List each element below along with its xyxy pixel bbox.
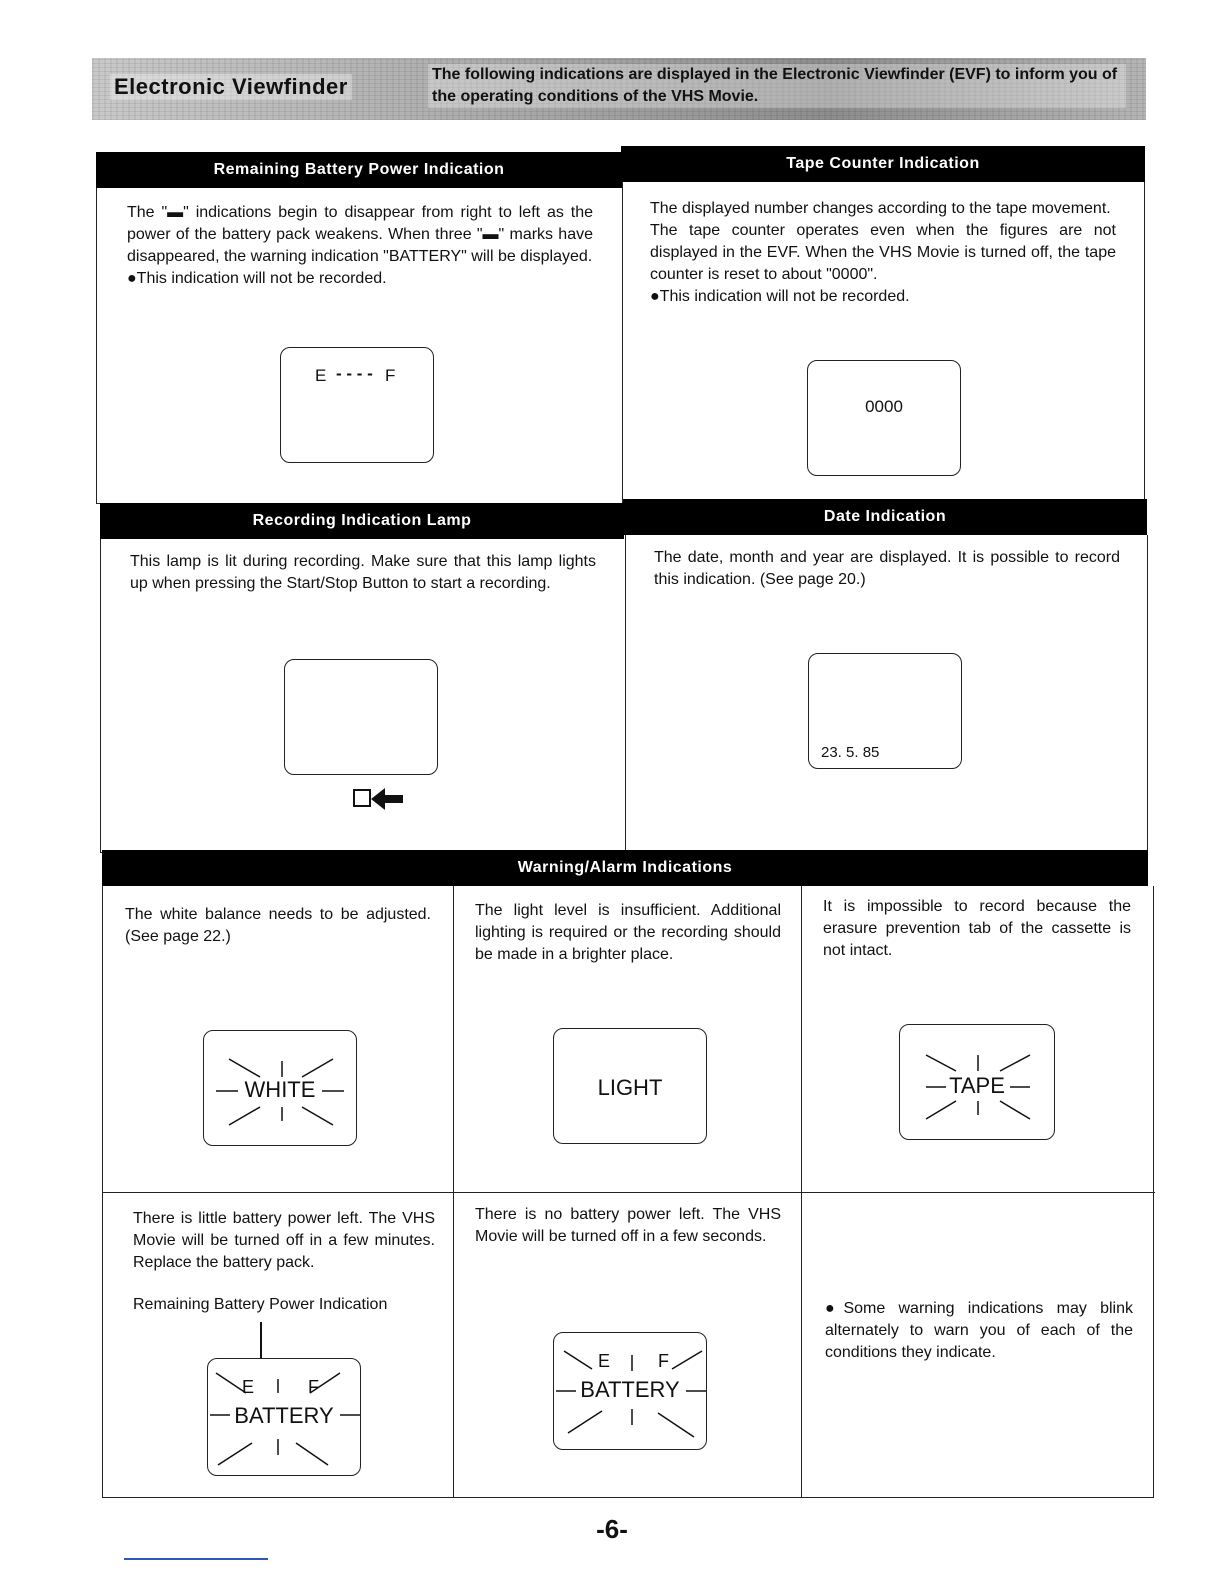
low-battery-e: E: [242, 1377, 255, 1397]
header-description: The following indications are displayed in the Electronic Viewfinder (EVF) to inform you of the operating conditions of the VHS Movie.: [428, 64, 1126, 108]
tape-counter-screen: [807, 360, 961, 476]
recording-lamp-screen: [284, 659, 438, 775]
no-battery-f: F: [658, 1351, 669, 1371]
tape-counter-text-2: The tape counter operates even when the figures are not displayed in the EVF. When the VHS Movie is turned off, the tape counter is reset to about "0000".: [650, 222, 1116, 283]
recording-lamp-text: This lamp is lit during recording. Make sure that this lamp lights up when pressing the Start/Stop Button to start a recording.: [130, 553, 596, 592]
tape-screen: [899, 1024, 1055, 1140]
battery-power-note: ●This indication will not be recorded.: [127, 270, 387, 287]
date-screen: [808, 653, 962, 769]
no-battery-text: There is no battery power left. The VHS Movie will be turned off in a few seconds.: [475, 1206, 781, 1245]
tape-counter-heading: Tape Counter Indication: [621, 146, 1145, 182]
footer-rule: [124, 1558, 268, 1560]
battery-gauge-screen: [280, 347, 434, 463]
date-indication-heading: Date Indication: [623, 499, 1147, 535]
light-screen: [553, 1028, 707, 1144]
white-warning-text: WHITE: [244, 1077, 316, 1102]
tape-warning-text: TAPE: [949, 1073, 1005, 1098]
tape-warning-body: It is impossible to record because the erasure prevention tab of the cassette is not intact.: [823, 898, 1131, 959]
light-warning-text: LIGHT: [597, 1075, 663, 1100]
page-number: -6-: [596, 1514, 628, 1544]
date-value: 23. 5. 85: [821, 744, 880, 761]
low-battery-text: There is little battery power left. The VHS Movie will be turned off in a few minutes. Replace the battery pack.: [133, 1210, 435, 1271]
blink-note: ●Some warning indications may blink alternately to warn you of each of the conditions they indicate.: [825, 1300, 1133, 1361]
low-battery-f: F: [308, 1377, 319, 1397]
grid-divider-h: [103, 1192, 1155, 1193]
battery-gauge-e: E: [315, 366, 327, 385]
warnings-heading: Warning/Alarm Indications: [102, 850, 1148, 886]
no-battery-warning-text: BATTERY: [580, 1377, 680, 1402]
low-battery-callout: Remaining Battery Power Indication: [133, 1296, 388, 1313]
white-balance-text: The white balance needs to be adjusted. (See page 22.): [125, 906, 431, 945]
battery-power-text: The "▬" indications begin to disappear from right to left as the power of the battery pack weakens. When three "▬" marks have disappeared, the warning indication "BATTERY" will be displayed.: [127, 204, 593, 265]
recording-lamp-heading: Recording Indication Lamp: [100, 503, 624, 539]
tape-counter-value: 0000: [865, 397, 903, 416]
tape-counter-note: ●This indication will not be recorded.: [650, 288, 910, 305]
arrow-left-icon: [371, 787, 405, 811]
no-battery-screen: [553, 1332, 707, 1450]
battery-power-section: [96, 188, 623, 504]
date-indication-text: The date, month and year are displayed. It is possible to record this indication. (See page 20.): [654, 549, 1120, 588]
recording-lamp-icon: [353, 789, 371, 807]
no-battery-e: E: [598, 1351, 611, 1371]
page-title: Electronic Viewfinder: [110, 74, 352, 100]
warnings-section: [102, 886, 1154, 1498]
header-banner: [92, 58, 1146, 120]
low-battery-warning-text: BATTERY: [234, 1403, 334, 1428]
battery-gauge-dashes: - - - -: [336, 364, 373, 383]
light-warning-body: The light level is insufficient. Additional lighting is required or the recording should be made in a brighter place.: [475, 902, 781, 963]
low-battery-screen: [207, 1358, 361, 1476]
date-indication-section: [625, 535, 1148, 851]
white-screen: [203, 1030, 357, 1146]
battery-gauge-f: F: [385, 366, 396, 385]
tape-counter-section: [622, 182, 1145, 504]
recording-lamp-section: [100, 539, 626, 853]
tape-counter-text-1: The displayed number changes according to the tape movement.: [650, 200, 1111, 217]
battery-power-heading: Remaining Battery Power Indication: [96, 152, 622, 188]
